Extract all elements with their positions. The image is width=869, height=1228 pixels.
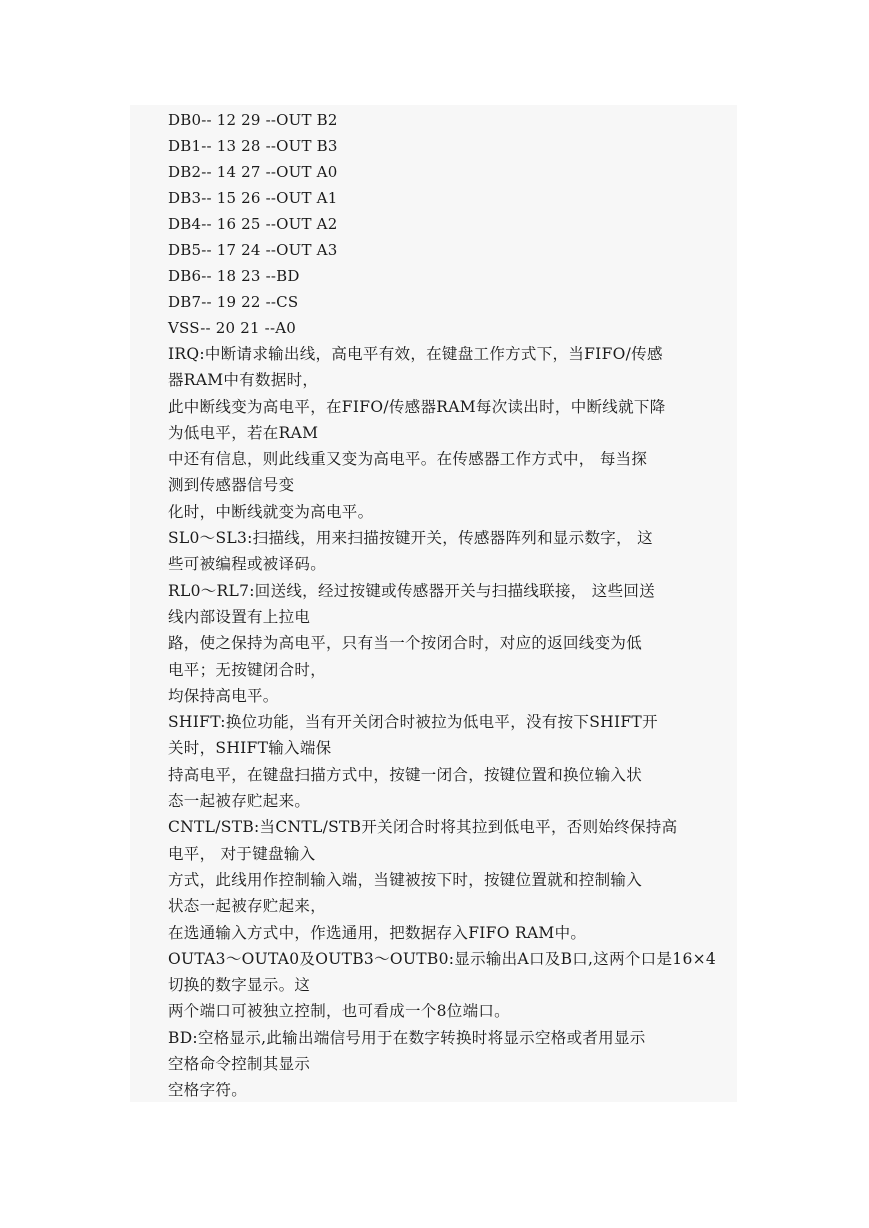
- paragraph-shift: SHIFT:换位功能，当有开关闭合时被拉为低电平，没有按下SHIFT开 关时，SHIFT输入端保: [168, 713, 658, 758]
- paragraph-irq: IRQ:中断请求输出线，高电平有效，在键盘工作方式下，当FIFO/传感 器RAM中有数据时，: [168, 345, 663, 390]
- pin-line: DB1-- 13 28 --OUT B3: [168, 137, 338, 155]
- pin-line: VSS-- 20 21 --A0: [168, 319, 296, 337]
- paragraph: 路，使之保持为高电平，只有当一个按闭合时，对应的返回线变为低 电平；无按键闭合时，: [168, 634, 643, 679]
- paragraph: 空格字符。: [168, 1081, 248, 1100]
- pin-line: DB0-- 12 29 --OUT B2: [168, 111, 338, 129]
- paragraph: 中还有信息，则此线重又变为高电平。在传感器工作方式中， 每当探 测到传感器信号变: [168, 450, 648, 495]
- paragraph-bd: BD:空格显示,此输出端信号用于在数字转换时将显示空格或者用显示 空格命令控制其显示: [168, 1028, 646, 1074]
- paragraph: 在选通输入方式中，作选通用，把数据存入FIFO RAM中。: [168, 923, 587, 942]
- pin-line: DB4-- 16 25 --OUT A2: [168, 215, 338, 233]
- paragraph: 此中断线变为高电平，在FIFO/传感器RAM每次读出时，中断线就下降 为低电平，若在RAM: [168, 397, 666, 442]
- pin-line: DB6-- 18 23 --BD: [168, 267, 300, 285]
- paragraph: 均保持高电平。: [168, 686, 279, 705]
- paragraph: 方式，此线用作控制输入端，当键被按下时，按键位置就和控制输入 状态一起被存贮起来，: [168, 870, 643, 916]
- description-body: [130, 341, 737, 1104]
- paragraph-out: OUTA3～OUTA0及OUTB3～OUTB0:显示输出A口及B口,这两个口是16×4 切换的数字显示。这: [168, 949, 717, 995]
- paragraph: 两个端口可被独立控制，也可看成一个8位端口。: [168, 1002, 510, 1021]
- pin-line: DB5-- 17 24 --OUT A3: [168, 241, 338, 259]
- paragraph-sl: SL0～SL3:扫描线，用来扫描按键开关，传感器阵列和显示数字， 这 些可被编程或被译码。: [168, 529, 653, 574]
- document-page: [130, 105, 737, 1102]
- paragraph: 化时，中断线就变为高电平。: [168, 502, 374, 521]
- pin-line: DB2-- 14 27 --OUT A0: [168, 163, 338, 181]
- paragraph: 持高电平，在键盘扫描方式中，按键一闭合，按键位置和换位输入状 态一起被存贮起来。: [168, 765, 643, 811]
- pin-list: [130, 107, 737, 341]
- pin-line: DB3-- 15 26 --OUT A1: [168, 189, 338, 207]
- pin-line: DB7-- 19 22 --CS: [168, 293, 299, 311]
- paragraph-rl: RL0～RL7:回送线，经过按键或传感器开关与扫描线联接， 这些回送 线内部设置有上拉电: [168, 581, 656, 626]
- paragraph-cntl-stb: CNTL/STB:当CNTL/STB开关闭合时将其拉到低电平，否则始终保持高 电平， 对于键盘输入: [168, 818, 678, 863]
